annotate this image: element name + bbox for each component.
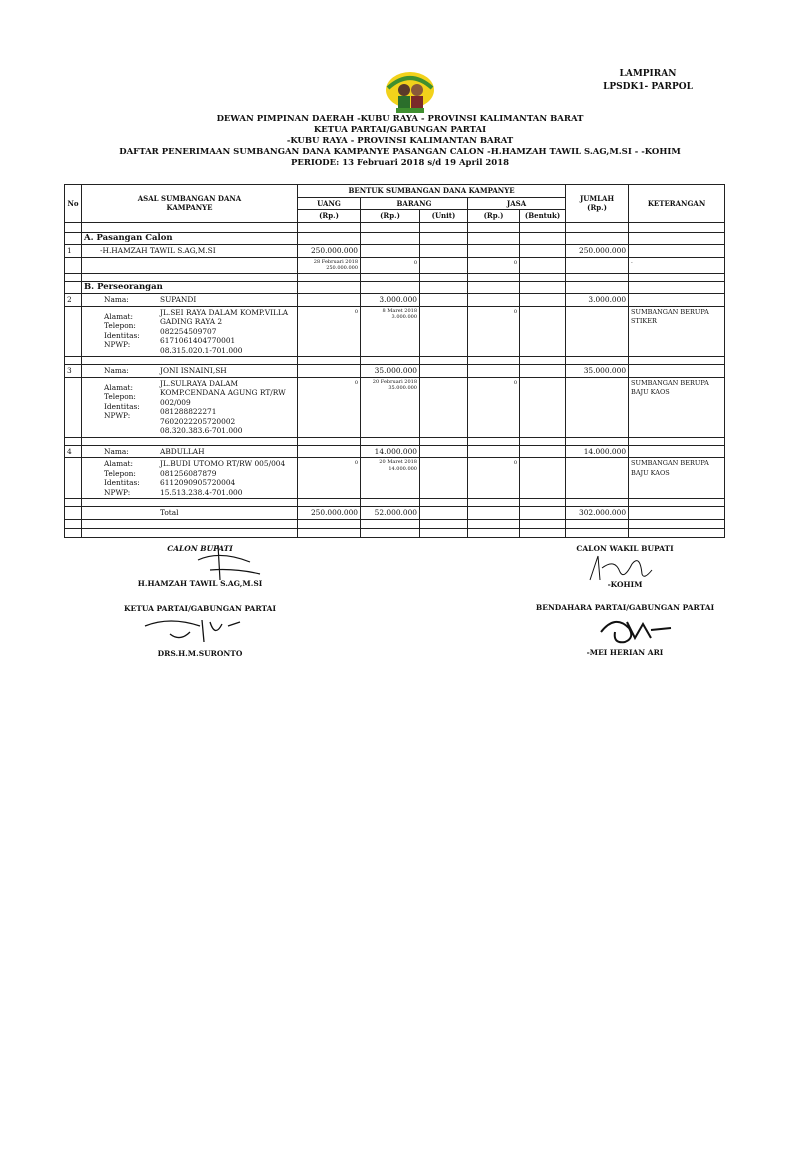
barang-total: 35.000.000 <box>361 365 420 378</box>
jasa-value: 0 <box>468 306 520 357</box>
form-code: LPSDK1- PARPOL <box>603 82 693 92</box>
total-label: Total <box>82 507 298 520</box>
alamat-value: JL.SEI RAYA DALAM KOMP.VILLA GADING RAYA 2 <box>160 307 289 326</box>
jumlah-value: 250.000.000 <box>566 245 629 258</box>
header-jumlah: JUMLAH (Rp.) <box>566 185 629 223</box>
total-barang: 52.000.000 <box>361 507 420 520</box>
table-row <box>65 245 725 258</box>
telepon-label: Telepon: <box>104 392 136 401</box>
alamat-value: JL.SULRAYA DALAM KOMP.CENDANA AGUNG RT/RW 002/009 <box>160 378 286 407</box>
total-uang: 250.000.000 <box>298 507 361 520</box>
telepon-value: 081256087879 <box>160 468 217 478</box>
header-jasa: JASA <box>468 197 566 210</box>
section-b-title: B. Perseorangan <box>82 281 298 294</box>
keterangan-value: - <box>629 257 725 273</box>
calon-bupati-title: CALON BUPATI <box>167 544 233 553</box>
jasa-value: 0 <box>468 257 520 273</box>
bendahara-name: -MEI HERIAN ARI <box>586 648 664 657</box>
row-no: 3 <box>65 365 82 378</box>
identitas-value: 7602022205720002 <box>160 416 236 426</box>
barang-date: 20 Februari 2018 <box>372 378 417 385</box>
npwp-label: NPWP: <box>104 411 131 420</box>
ketua-title: KETUA PARTAI/GABUNGAN PARTAI <box>124 604 276 613</box>
identitas-label: Identitas: <box>104 330 140 340</box>
npwp-label: NPWP: <box>104 487 131 497</box>
nama-label: Nama: <box>104 295 129 304</box>
document-heading <box>100 114 700 169</box>
header-no: No <box>65 185 82 223</box>
signature-bendahara <box>595 608 675 648</box>
telepon-value: 082254509707 <box>160 326 217 336</box>
nama-label: Nama: <box>104 446 129 456</box>
uang-date: 28 Februari 2018 <box>313 258 358 265</box>
alamat-label: Alamat: <box>104 459 133 468</box>
total-jumlah: 302.000.000 <box>566 507 629 520</box>
lampiran-label: LAMPIRAN <box>619 69 677 79</box>
wakil-name: -KOHIM <box>607 580 643 589</box>
uang-value: 250.000.000 <box>298 245 361 258</box>
calon-bupati-name: H.HAMZAH TAWIL S.AG,M.SI <box>137 579 263 588</box>
nama-value: JONI ISNAINI,SH <box>160 366 227 375</box>
barang-value: 0 <box>361 257 420 273</box>
total-row <box>65 507 725 520</box>
donation-table <box>64 184 725 538</box>
jumlah-value: 3.000.000 <box>566 294 629 307</box>
keterangan-value: SUMBANGAN BERUPA BAJU KAOS <box>629 377 725 437</box>
table-row <box>65 377 725 437</box>
heading-line-2: KETUA PARTAI/GABUNGAN PARTAI <box>313 125 487 135</box>
npwp-label: NPWP: <box>104 340 131 349</box>
row-no: 2 <box>65 294 82 307</box>
table-row <box>65 257 725 273</box>
signature-ketua <box>140 612 250 648</box>
table-row <box>65 445 725 458</box>
npwp-value: 08.320.383.6-701.000 <box>160 426 243 435</box>
header-uang-rp: (Rp.) <box>298 210 361 223</box>
row-no: 1 <box>65 245 82 258</box>
identitas-label: Identitas: <box>104 478 140 487</box>
header-barang: BARANG <box>361 197 468 210</box>
barang-date: 20 Maret 2018 <box>379 459 417 465</box>
nama-value: ABDULLAH <box>160 446 205 456</box>
header-jasa-rp: (Rp.) <box>468 210 520 223</box>
heading-line-5: PERIODE: 13 Februari 2018 s/d 19 April 2018 <box>290 158 510 168</box>
barang-sub: 3.000.000 <box>391 314 417 320</box>
identitas-value: 6171061404770001 <box>160 336 236 345</box>
nama-value: SUPANDI <box>160 295 197 304</box>
uang-value: 0 <box>298 458 361 499</box>
barang-total: 3.000.000 <box>361 294 420 307</box>
telepon-label: Telepon: <box>104 321 136 330</box>
candidate-name: -H.HAMZAH TAWIL S.AG,M.SI <box>82 245 298 258</box>
table-row <box>65 458 725 499</box>
table-row <box>65 365 725 378</box>
header-barang-unit: (Unit) <box>420 210 468 223</box>
barang-date: 8 Maret 2018 <box>382 307 417 314</box>
lampiran-block <box>598 68 698 94</box>
identitas-label: Identitas: <box>104 401 140 411</box>
ketua-name: DRS.H.M.SURONTO <box>157 649 243 658</box>
bendahara-title: BENDAHARA PARTAI/GABUNGAN PARTAI <box>535 603 715 612</box>
telepon-value: 081288822271 <box>160 407 217 416</box>
uang-value: 0 <box>298 306 361 357</box>
party-logo <box>380 70 440 116</box>
wakil-title: CALON WAKIL BUPATI <box>576 544 674 553</box>
header-asal: ASAL SUMBANGAN DANA KAMPANYE <box>82 185 298 223</box>
barang-sub: 14.000.000 <box>388 465 417 472</box>
nama-label: Nama: <box>104 366 129 375</box>
table-row <box>65 306 725 357</box>
header-keterangan: KETERANGAN <box>629 185 725 223</box>
uang-value: 0 <box>298 377 361 437</box>
alamat-label: Alamat: <box>104 382 133 392</box>
npwp-value: 15.513.238.4-701.000 <box>160 487 243 497</box>
jumlah-value: 35.000.000 <box>566 365 629 378</box>
identitas-value: 6112090905720004 <box>160 478 236 487</box>
alamat-value: JL.BUDI UTOMO RT/RW 005/004 <box>160 459 286 468</box>
header-uang: UANG <box>298 197 361 210</box>
keterangan-value: SUMBANGAN BERUPA BAJU KAOS <box>629 458 725 499</box>
header-bentuk: BENTUK SUMBANGAN DANA KAMPANYE <box>298 185 566 198</box>
section-a-title: A. Pasangan Calon <box>82 232 298 245</box>
uang-sub: 250.000.000 <box>326 265 358 271</box>
telepon-label: Telepon: <box>104 468 136 478</box>
barang-sub: 35.000.000 <box>388 385 417 391</box>
alamat-label: Alamat: <box>104 311 133 321</box>
barang-total: 14.000.000 <box>361 445 420 458</box>
heading-line-3: -KUBU RAYA - PROVINSI KALIMANTAN BARAT <box>286 136 514 146</box>
row-no: 4 <box>65 445 82 458</box>
npwp-value: 08.315.020.1-701.000 <box>160 345 243 355</box>
heading-line-1: DEWAN PIMPINAN DAERAH -KUBU RAYA - PROVINSI KALIMANTAN BARAT <box>216 114 584 124</box>
heading-line-4: DAFTAR PENERIMAAN SUMBANGAN DANA KAMPANYE PASANGAN CALON -H.HAMZAH TAWIL S.AG,M.SI - -KOHIM <box>119 147 681 157</box>
table-row <box>65 294 725 307</box>
header-jasa-bentuk: (Bentuk) <box>520 210 566 223</box>
header-barang-rp: (Rp.) <box>361 210 420 223</box>
keterangan-value: SUMBANGAN BERUPA STIKER <box>629 306 725 357</box>
jumlah-value: 14.000.000 <box>566 445 629 458</box>
jasa-value: 0 <box>468 377 520 437</box>
jasa-value: 0 <box>468 458 520 499</box>
